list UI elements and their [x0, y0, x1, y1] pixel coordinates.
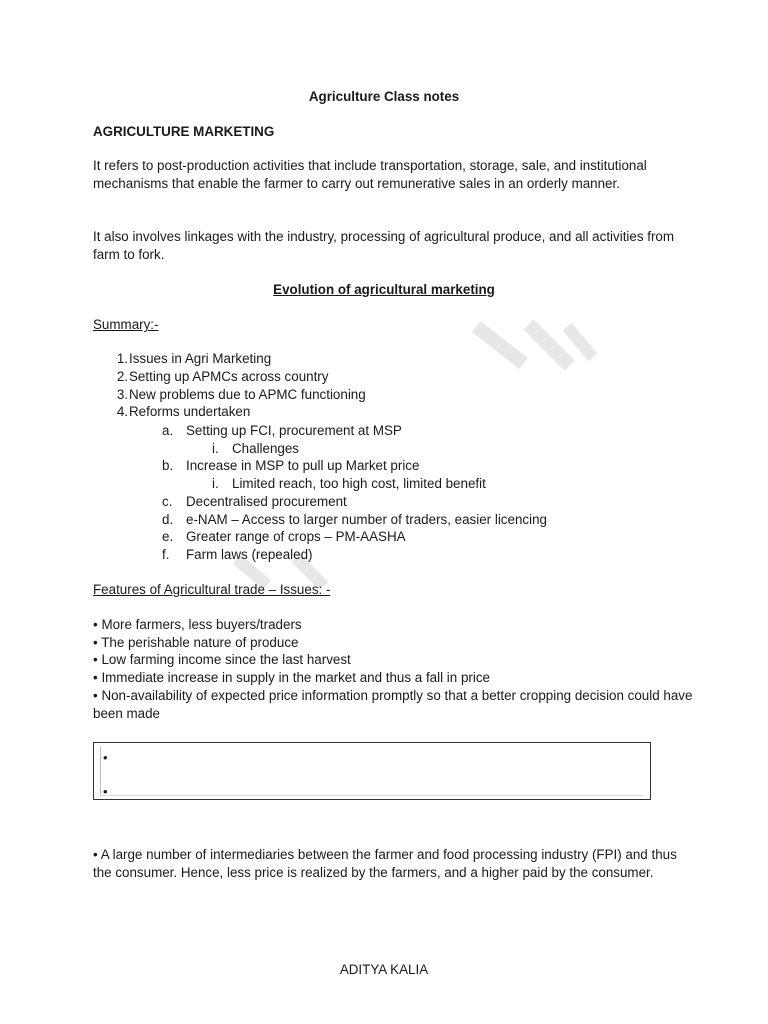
reform-letter: c. [162, 494, 173, 509]
list-item [93, 651, 351, 669]
reform-text: Greater range of crops – PM-AASHA [186, 529, 406, 544]
reform-sub-text: Limited reach, too high cost, limited benefit [232, 476, 486, 491]
reform-letter: b. [162, 458, 174, 473]
reform-sub-text: Challenges [232, 441, 299, 456]
reform-letter: a. [162, 423, 174, 438]
list-text: Setting up APMCs across country [129, 369, 329, 384]
bullet-icon: • [93, 617, 98, 632]
bullet-icon: • [93, 847, 98, 862]
reform-sub-number: i. [212, 476, 219, 491]
list-text: A large number of intermediaries between the farmer and food processing industry (FPI) and thus the consumer. Hence, less price is realized by the farmers, and a higher paid by the consumer. [93, 847, 677, 880]
box-divider [100, 747, 101, 797]
list-text: Immediate increase in supply in the market and thus a fall in price [101, 670, 490, 685]
list-item [93, 669, 490, 687]
summary-label: Summary:- [93, 317, 159, 332]
reform-text: Setting up FCI, procurement at MSP [186, 423, 402, 438]
list-number: 4. [116, 404, 128, 419]
list-text: Reforms undertaken [129, 404, 251, 419]
reform-letter: f. [162, 547, 170, 562]
evolution-heading: Evolution of agricultural marketing [273, 282, 495, 297]
list-number: 2. [116, 369, 128, 384]
reform-letter: d. [162, 512, 174, 527]
list-text: Issues in Agri Marketing [129, 351, 272, 366]
list-number: 3. [116, 387, 128, 402]
reform-sub-number: i. [212, 441, 219, 456]
bullet-icon: • [93, 688, 98, 703]
reform-text: Increase in MSP to pull up Market price [186, 458, 420, 473]
reform-text: e-NAM – Access to larger number of traders, easier licencing [186, 512, 547, 527]
bullet-icon: • [103, 784, 108, 799]
box-divider [100, 795, 644, 796]
watermark-stroke [472, 321, 528, 369]
footer-author: ADITYA KALIA [339, 962, 429, 977]
reform-letter: e. [162, 529, 174, 544]
list-number: 1. [116, 351, 128, 366]
list-text: New problems due to APMC functioning [129, 387, 366, 402]
list-item [93, 634, 298, 652]
list-item [93, 616, 302, 634]
list-text: The perishable nature of produce [101, 635, 299, 650]
reform-text: Decentralised procurement [186, 494, 347, 509]
paragraph-linkages: It also involves linkages with the industry, processing of agricultural produce, and all activities from farm to fork. [93, 229, 675, 262]
list-item [93, 846, 693, 882]
bullet-icon: • [93, 635, 98, 650]
list-text: Non-availability of expected price information promptly so that a better cropping decision could have been made [93, 688, 693, 721]
paragraph-definition: It refers to post-production activities that include transportation, storage, sale, and institutional mechanisms that enable the farmer to carry out remunerative sales in an orderly manner. [93, 158, 647, 191]
bullet-icon: • [93, 652, 98, 667]
reform-text: Farm laws (repealed) [186, 547, 313, 562]
bullet-icon: • [93, 670, 98, 685]
list-item [93, 687, 693, 723]
list-text: Low farming income since the last harvest [101, 652, 351, 667]
features-heading: Features of Agricultural trade – Issues: - [93, 582, 331, 597]
document-title: Agriculture Class notes [308, 89, 460, 104]
bullet-icon: • [103, 750, 108, 765]
section-heading: AGRICULTURE MARKETING [93, 124, 275, 139]
empty-bullet-box [93, 742, 651, 800]
list-text: More farmers, less buyers/traders [101, 617, 302, 632]
